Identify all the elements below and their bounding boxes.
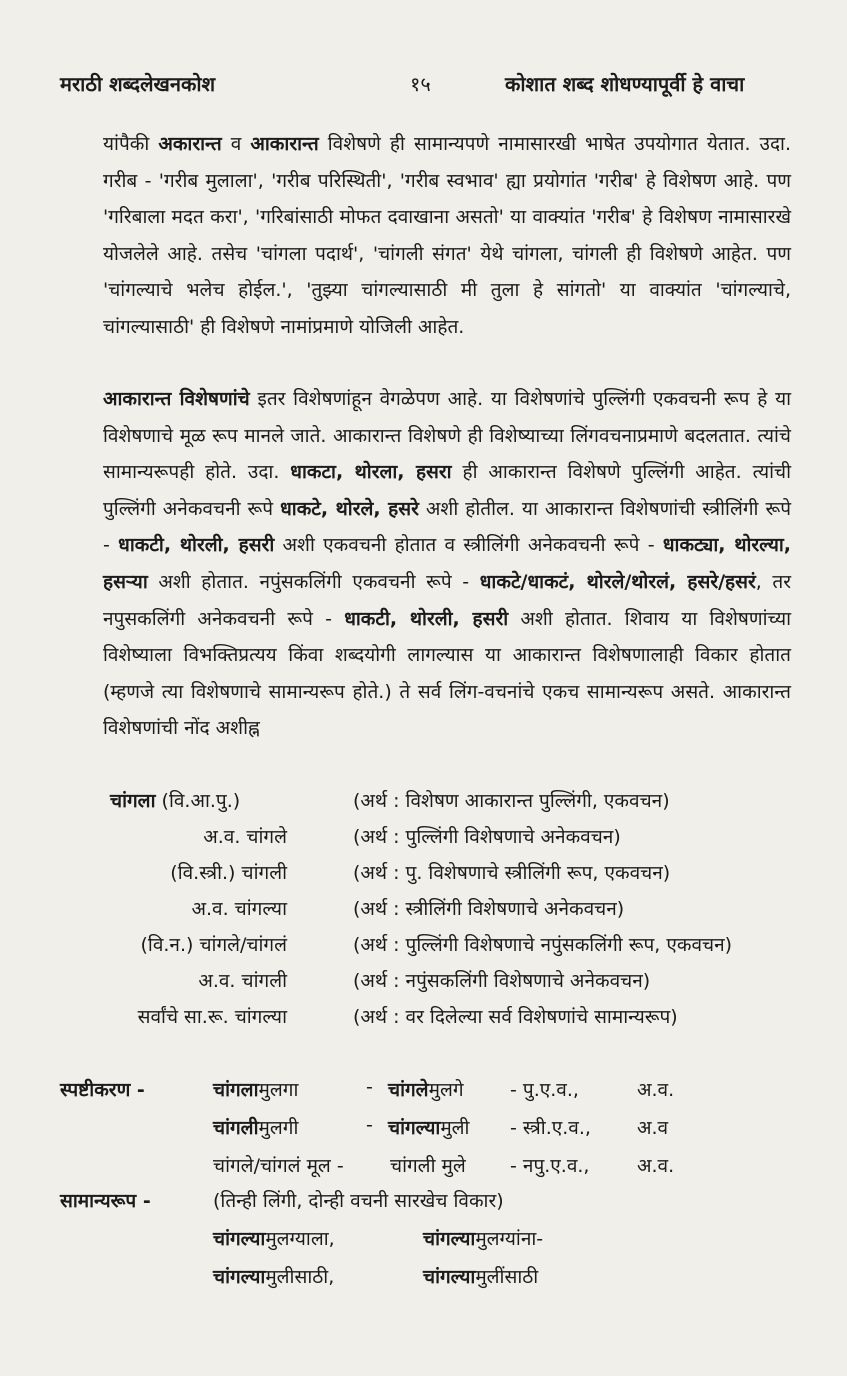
text-run: विशेषणे ही सामान्यपणे नामासारखी भाषेत उपयोगात येतात. उदा. गरीब - 'गरीब मुलाला', 'गरीब परिस्थिती', 'गरीब स्वभाव' ह्या प्रयोगांत 'गरीब' हे विशेषण आहे. पण 'गरिबाला मदत करा', 'गरिबांसाठी मोफत दवाखाना असतो' या वाक्यांत 'गरीब' हे विशेषण नामासारखे योजलेले आहे. तसेच 'चांगला पदार्थ', 'चांगली संगत' येथे चांगला, चांगली ही विशेषणे आहेत. पण 'चांगल्याचे भलेच होईल.', 'तुझ्या चांगल्यासाठी मी तुला हे सांगतो' या वाक्यांत 'चांगल्याचे, चांगल्यासाठी' ही विशेषणे नामांप्रमाणे योजिली आहेत. (103, 133, 791, 338)
form-tag: (वि.स्त्री.) चांगली (170, 862, 287, 884)
bold-term: आकारान्त (250, 133, 319, 155)
example-singular: चांगला मुलगा (213, 1079, 299, 1101)
example-separator: - (366, 1114, 373, 1136)
form-meaning: (अर्थ : पुल्लिंगी विशेषणाचे नपुंसकलिंगी रूप, एकवचन) (353, 934, 733, 956)
form-meaning: (अर्थ : विशेषण आकारान्त पुल्लिंगी, एकवचन) (353, 790, 670, 812)
samanya-example: चांगल्या मुलग्यांना- (423, 1228, 544, 1250)
form-tag: (वि.आ.पु.) (155, 790, 241, 812)
samanya-note: (तिन्ही लिंगी, दोन्ही वचनी सारखेच विकार) (213, 1190, 504, 1212)
example-gender: - स्त्री.ए.व., (510, 1117, 591, 1139)
text-run: ही आकारान्त विशेषणे पुल्लिंगी आहेत. त्यांची पुल्लिंगी अनेकवचनी रूपे (103, 461, 792, 520)
page-header (0, 70, 847, 106)
text-run: इतर विशेषणांहून वेगळेपण आहे. या विशेषणांचे पुल्लिंगी एकवचनी रूप हे या विशेषणाचे मूळ रूप मानले जाते. आकारान्त विशेषणे ही विशेष्याच्या लिंगवचनाप्रमाणे बदलतात. त्यांचे सामान्यरूपही होते. उदा. (103, 388, 792, 484)
form-tag: अ.व. चांगल्या (191, 898, 287, 920)
bold-term: आकारान्त विशेषणांचे (103, 388, 250, 410)
text-run: अशी होतील. या आकारान्त विशेषणांची स्त्रीलिंगी रूपे - (103, 497, 791, 557)
text-run: अशी होतात. शिवाय या विशेषणांच्या विशेष्याला विभक्तिप्रत्यय किंवा शब्दयोगी लागल्यास या आकारान्त विशेषणालाही विकार होतात (म्हणजे त्या विशेषणाचे सामान्यरूप होते.) ते सर्व लिंग-वचनांचे एकच सामान्यरूप असते. आकारान्त विशेषणांची नोंद अशीह्न (103, 607, 792, 740)
samanya-example: चांगल्या मुलींसाठी (423, 1266, 539, 1288)
bold-term: अकारान्त (158, 133, 222, 155)
page-number: १५ (410, 72, 431, 96)
example-singular: चांगली मुलगी (213, 1117, 299, 1139)
samanya-example: चांगल्या मुलीसाठी, (213, 1266, 335, 1288)
example-separator: - (366, 1076, 373, 1098)
bold-term: धाकटी, थोरली, हसरी (344, 607, 509, 630)
example-plural: चांगली मुले (390, 1155, 466, 1177)
text-run: यांपैकी (103, 133, 159, 155)
bold-term: धाकटा, थोरला, हसरा (290, 461, 452, 484)
example-gender: - नपु.ए.व., (510, 1155, 590, 1177)
example-plural: चांगल्या मुली (388, 1117, 470, 1139)
example-gender: - पु.ए.व., (510, 1079, 579, 1101)
header-section-title: कोशात शब्द शोधण्यापूर्वी हे वाचा (505, 72, 745, 96)
form-tag: अ.व. चांगले (203, 826, 287, 848)
form-tag: अ.व. चांगली (198, 970, 287, 992)
bold-term: धाकटे, थोरले, हसरे (280, 497, 419, 520)
text-run: अशी होतात. नपुंसकलिंगी एकवचनी रूपे - (147, 570, 480, 593)
text-run: व (221, 133, 251, 155)
header-book-title: मराठी शब्दलेखनकोश (60, 72, 216, 96)
form-tag: (वि.न.) चांगले/चांगलं (140, 934, 287, 956)
bold-term: धाकट्या, थोरल्या, हसऱ्या (103, 534, 791, 593)
example-number: अ.व. (637, 1079, 675, 1101)
text-run: , तर नपुसकलिंगी अनेकवचनी रूपे - (103, 570, 791, 630)
bold-term: धाकटे/धाकटं, थोरले/थोरलं, हसरे/हसरं (479, 570, 756, 593)
form-meaning: (अर्थ : पु. विशेषणाचे स्त्रीलिंगी रूप, एकवचन) (353, 862, 671, 884)
example-number: अ.व. (637, 1155, 675, 1177)
paragraph-1 (103, 126, 791, 346)
paragraph-2 (103, 381, 791, 747)
form-meaning: (अर्थ : नपुंसकलिंगी विशेषणाचे अनेकवचन) (353, 970, 651, 992)
text-run: अशी एकवचनी होतात व स्त्रीलिंगी अनेकवचनी रूपे - (274, 534, 663, 557)
bold-term: धाकटी, थोरली, हसरी (118, 534, 275, 557)
samanya-label: सामान्यरूप - (60, 1190, 151, 1212)
form-meaning: (अर्थ : वर दिलेल्या सर्व विशेषणांचे सामान्यरूप) (353, 1006, 678, 1028)
explanation-label: स्पष्टीकरण - (60, 1079, 145, 1101)
form-meaning: (अर्थ : स्त्रीलिंगी विशेषणाचे अनेकवचन) (353, 898, 625, 920)
form-head: चांगला (110, 790, 156, 812)
form-tag: सर्वांचे सा.रू. चांगल्या (137, 1006, 287, 1028)
example-number: अ.व (637, 1117, 669, 1139)
example-plural: चांगले मुलगे (388, 1079, 464, 1101)
form-meaning: (अर्थ : पुल्लिंगी विशेषणाचे अनेकवचन) (353, 826, 621, 848)
example-singular: चांगले/चांगलं मूल - (213, 1155, 344, 1177)
samanya-example: चांगल्या मुलग्याला, (213, 1228, 335, 1250)
